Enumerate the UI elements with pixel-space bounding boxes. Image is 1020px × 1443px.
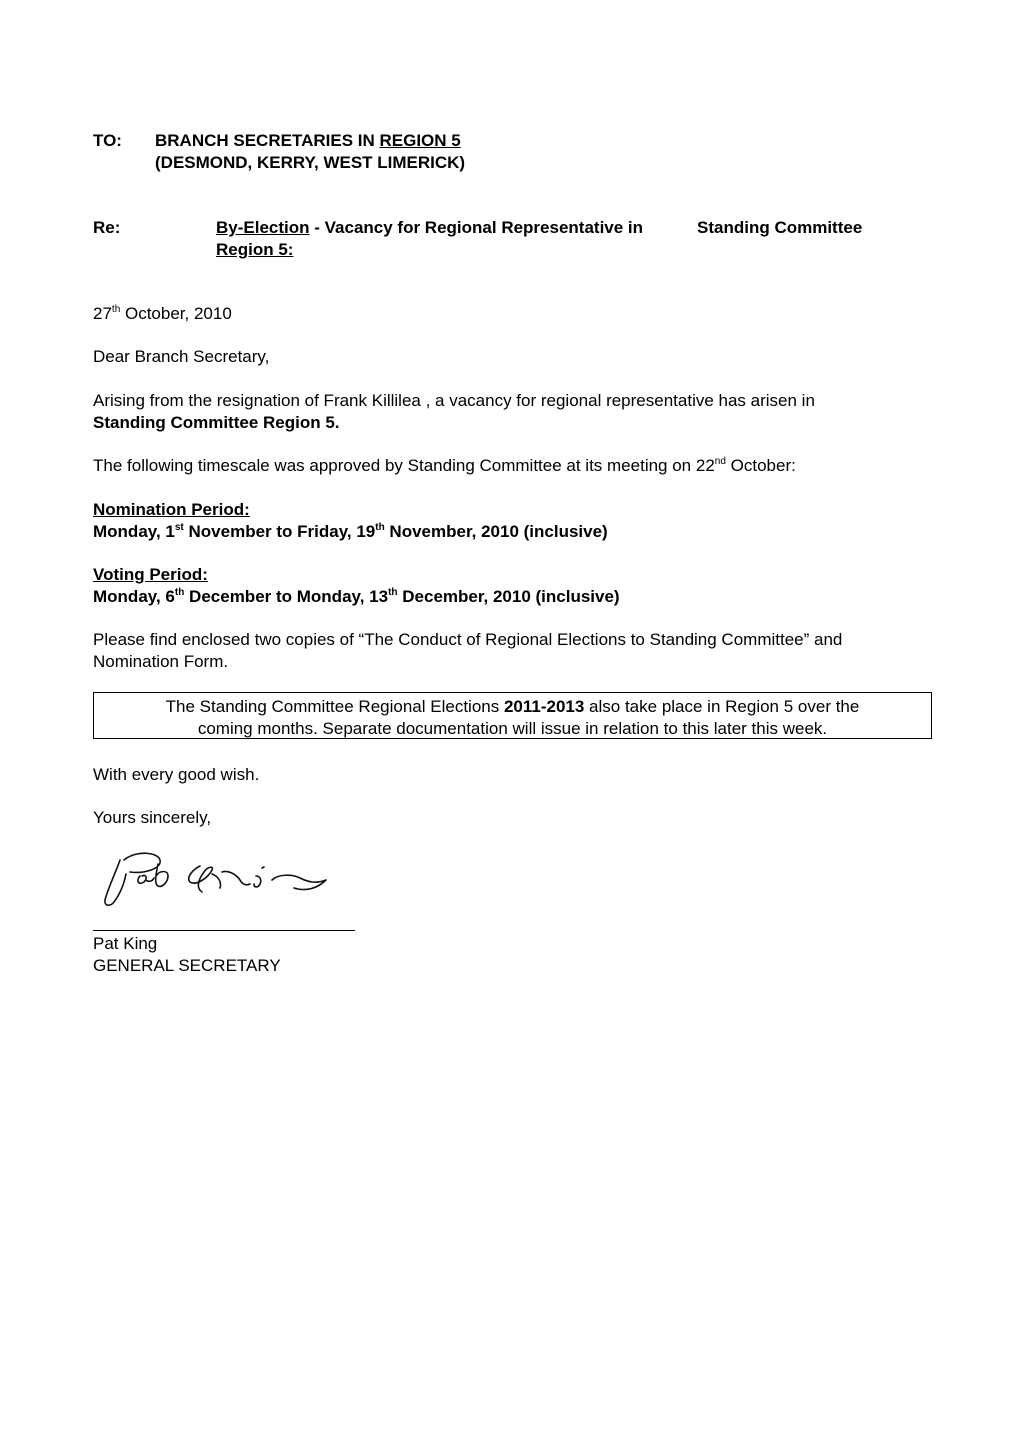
signatory-title: GENERAL SECRETARY — [93, 956, 281, 975]
nomination-heading: Nomination Period: — [93, 500, 250, 519]
signatory-name: Pat King — [93, 934, 158, 953]
region-underlined: REGION 5 — [379, 131, 461, 150]
re-label: Re: — [93, 218, 121, 237]
paragraph-resignation: Arising from the resignation of Frank Killilea , a vacancy for regional representative has arisen in — [93, 391, 815, 410]
voting-heading: Voting Period: — [93, 565, 208, 584]
salutation: Dear Branch Secretary, — [93, 347, 270, 366]
paragraph-resignation-committee: Standing Committee Region 5. — [93, 413, 340, 432]
paragraph-enclosed-form: Nomination Form. — [93, 652, 229, 671]
paragraph-enclosed: Please find enclosed two copies of “The Conduct of Regional Elections to Standing Committee” and — [93, 630, 843, 649]
notice-line-2: coming months. Separate documentation will issue in relation to this later this week. — [197, 719, 828, 738]
closing-wish: With every good wish. — [93, 765, 260, 784]
signature-line — [93, 930, 355, 931]
letter-date: 27th October, 2010 — [93, 304, 232, 323]
notice-line-1: The Standing Committee Regional Elections 2011-2013 also take place in Region 5 over the — [165, 697, 860, 716]
to-label: TO: — [93, 131, 122, 150]
subject-region: Region 5: — [216, 240, 294, 259]
closing-yours: Yours sincerely, — [93, 808, 212, 827]
nomination-dates: Monday, 1st November to Friday, 19th November, 2010 (inclusive) — [93, 522, 608, 541]
by-election-underlined: By-Election — [216, 218, 310, 237]
notice-box — [93, 692, 932, 739]
to-recipients: BRANCH SECRETARIES IN REGION 5 — [155, 131, 461, 150]
paragraph-timescale: The following timescale was approved by Standing Committee at its meeting on 22nd October: — [93, 456, 796, 475]
voting-dates: Monday, 6th December to Monday, 13th December, 2010 (inclusive) — [93, 587, 620, 606]
subject-standing-committee: Standing Committee — [697, 218, 863, 237]
subject-line: By-Election - Vacancy for Regional Representative in — [216, 218, 644, 237]
signature-image — [96, 846, 336, 912]
to-branches: (DESMOND, KERRY, WEST LIMERICK) — [155, 153, 466, 172]
